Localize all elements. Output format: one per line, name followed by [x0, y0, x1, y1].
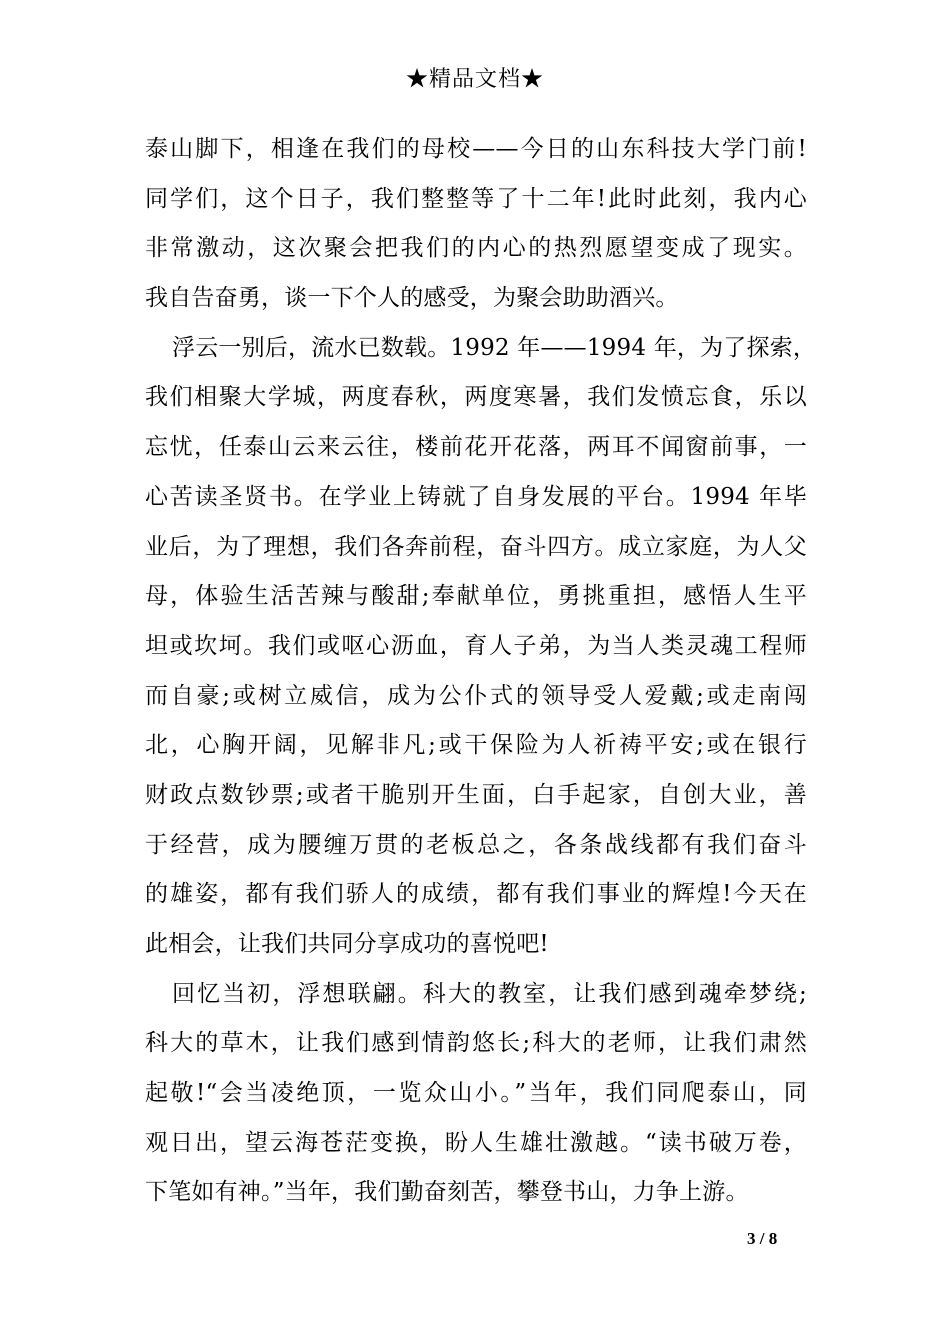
text-line: 下笔如有神。”当年，我们勤奋刻苦，攀登书山，力争上游。 — [145, 1179, 749, 1206]
text-line: 回忆当初，浮想联翩。科大的教室，让我们感到魂牵梦绕; — [172, 980, 807, 1007]
text-line: 而自豪;或树立威信，成为公仆式的领导受人爱戴;或走南闯 — [145, 682, 807, 709]
text-line: 的雄姿，都有我们骄人的成绩，都有我们事业的辉煌!今天在 — [145, 881, 807, 908]
page-header: ★精品文档★ — [405, 67, 544, 92]
page-number: 3 / 8 — [747, 1229, 778, 1248]
text-line: 非常激动，这次聚会把我们的内心的热烈愿望变成了现实。 — [145, 235, 807, 262]
text-line: 我们相聚大学城，两度春秋，两度寒暑，我们发愤忘食，乐以 — [145, 384, 807, 411]
text-line: 我自告奋勇，谈一下个人的感受，为聚会助助酒兴。 — [145, 285, 679, 312]
text-line: 北，心胸开阔，见解非凡;或干保险为人祈祷平安;或在银行 — [145, 732, 807, 759]
text-line: 财政点数钞票;或者干脆别开生面，白手起家，自创大业，善 — [145, 781, 807, 808]
text-line: 泰山脚下，相逢在我们的母校——今日的山东科技大学门前! — [145, 136, 807, 162]
text-line: 业后，为了理想，我们各奔前程，奋斗四方。成立家庭，为人父 — [145, 533, 807, 560]
text-line: 心苦读圣贤书。在学业上铸就了自身发展的平台。1994 年毕 — [145, 483, 807, 510]
text-line: 坦或坎坷。我们或呕心沥血，育人子弟，为当人类灵魂工程师 — [145, 632, 807, 659]
document-body — [145, 125, 817, 1218]
text-line: 忘忧，任泰山云来云往，楼前花开花落，两耳不闻窗前事，一 — [145, 434, 807, 461]
text-line: 观日出，望云海苍茫变换，盼人生雄壮激越。“读书破万卷， — [145, 1129, 807, 1156]
text-line: 同学们，这个日子，我们整整等了十二年!此时此刻，我内心 — [145, 185, 807, 212]
text-line: 母，体验生活苦辣与酸甜;奉献单位，勇挑重担，感悟人生平 — [145, 583, 807, 610]
text-line: 浮云一别后，流水已数载。1992 年——1994 年，为了探索， — [172, 334, 817, 361]
text-line: 于经营，成为腰缠万贯的老板总之，各条战线都有我们奋斗 — [145, 831, 807, 858]
text-line: 起敬!“会当凌绝顶，一览众山小。”当年，我们同爬泰山，同 — [145, 1080, 807, 1107]
text-line: 此相会，让我们共同分享成功的喜悦吧! — [145, 931, 549, 957]
text-line: 科大的草木，让我们感到情韵悠长;科大的老师，让我们肃然 — [145, 1030, 807, 1057]
